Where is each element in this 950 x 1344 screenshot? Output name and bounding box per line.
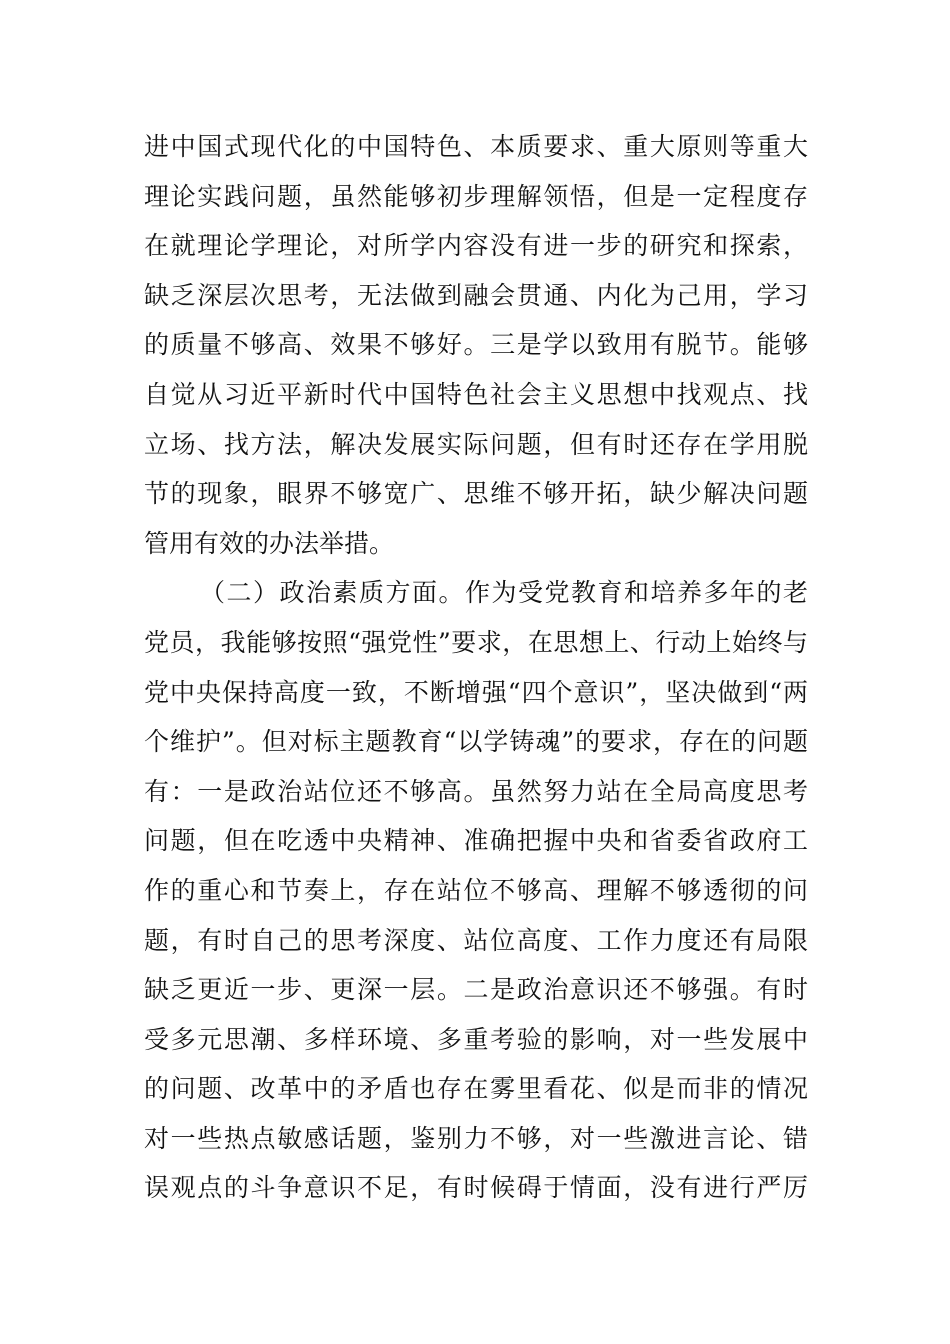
text-line: 立场、找方法，解决发展实际问题，但有时还存在学用脱 [144,429,808,459]
section-heading-line: （二）政治素质方面。作为受党教育和培养多年的老 [200,578,808,608]
text-line: 党员，我能够按照“强党性”要求，在思想上、行动上始终与 [144,627,808,657]
paragraph-end-line: 管用有效的办法举措。 [144,528,395,558]
text-line: 作的重心和节奏上，存在站位不够高、理解不够透彻的问 [144,875,808,905]
document-body [144,122,808,1213]
text-line: 有：一是政治站位还不够高。虽然努力站在全局高度思考 [144,776,808,806]
text-line: 问题，但在吃透中央精神、准确把握中央和省委省政府工 [144,826,808,856]
text-line: 党中央保持高度一致，不断增强“四个意识”，坚决做到“两 [144,677,808,707]
text-line: 的问题、改革中的矛盾也存在雾里看花、似是而非的情况 [144,1074,808,1104]
text-line: 在就理论学理论，对所学内容没有进一步的研究和探索， [144,231,808,261]
text-line: 对一些热点敏感话题，鉴别力不够，对一些激进言论、错 [144,1123,808,1153]
text-line: 理论实践问题，虽然能够初步理解领悟，但是一定程度存 [144,181,808,211]
text-line: 误观点的斗争意识不足，有时候碍于情面，没有进行严厉 [144,1173,808,1203]
text-line: 个维护”。但对标主题教育“以学铸魂”的要求，存在的问题 [144,727,808,757]
text-line: 自觉从习近平新时代中国特色社会主义思想中找观点、找 [144,379,808,409]
text-line: 受多元思潮、多样环境、多重考验的影响，对一些发展中 [144,1024,808,1054]
text-line: 的质量不够高、效果不够好。三是学以致用有脱节。能够 [144,330,808,360]
text-line: 题，有时自己的思考深度、站位高度、工作力度还有局限 [144,925,808,955]
text-line: 进中国式现代化的中国特色、本质要求、重大原则等重大 [144,132,808,161]
text-line: 缺乏更近一步、更深一层。二是政治意识还不够强。有时 [144,975,808,1005]
text-line: 缺乏深层次思考，无法做到融会贯通、内化为己用，学习 [144,280,808,310]
text-line: 节的现象，眼界不够宽广、思维不够开拓，缺少解决问题 [144,479,808,509]
